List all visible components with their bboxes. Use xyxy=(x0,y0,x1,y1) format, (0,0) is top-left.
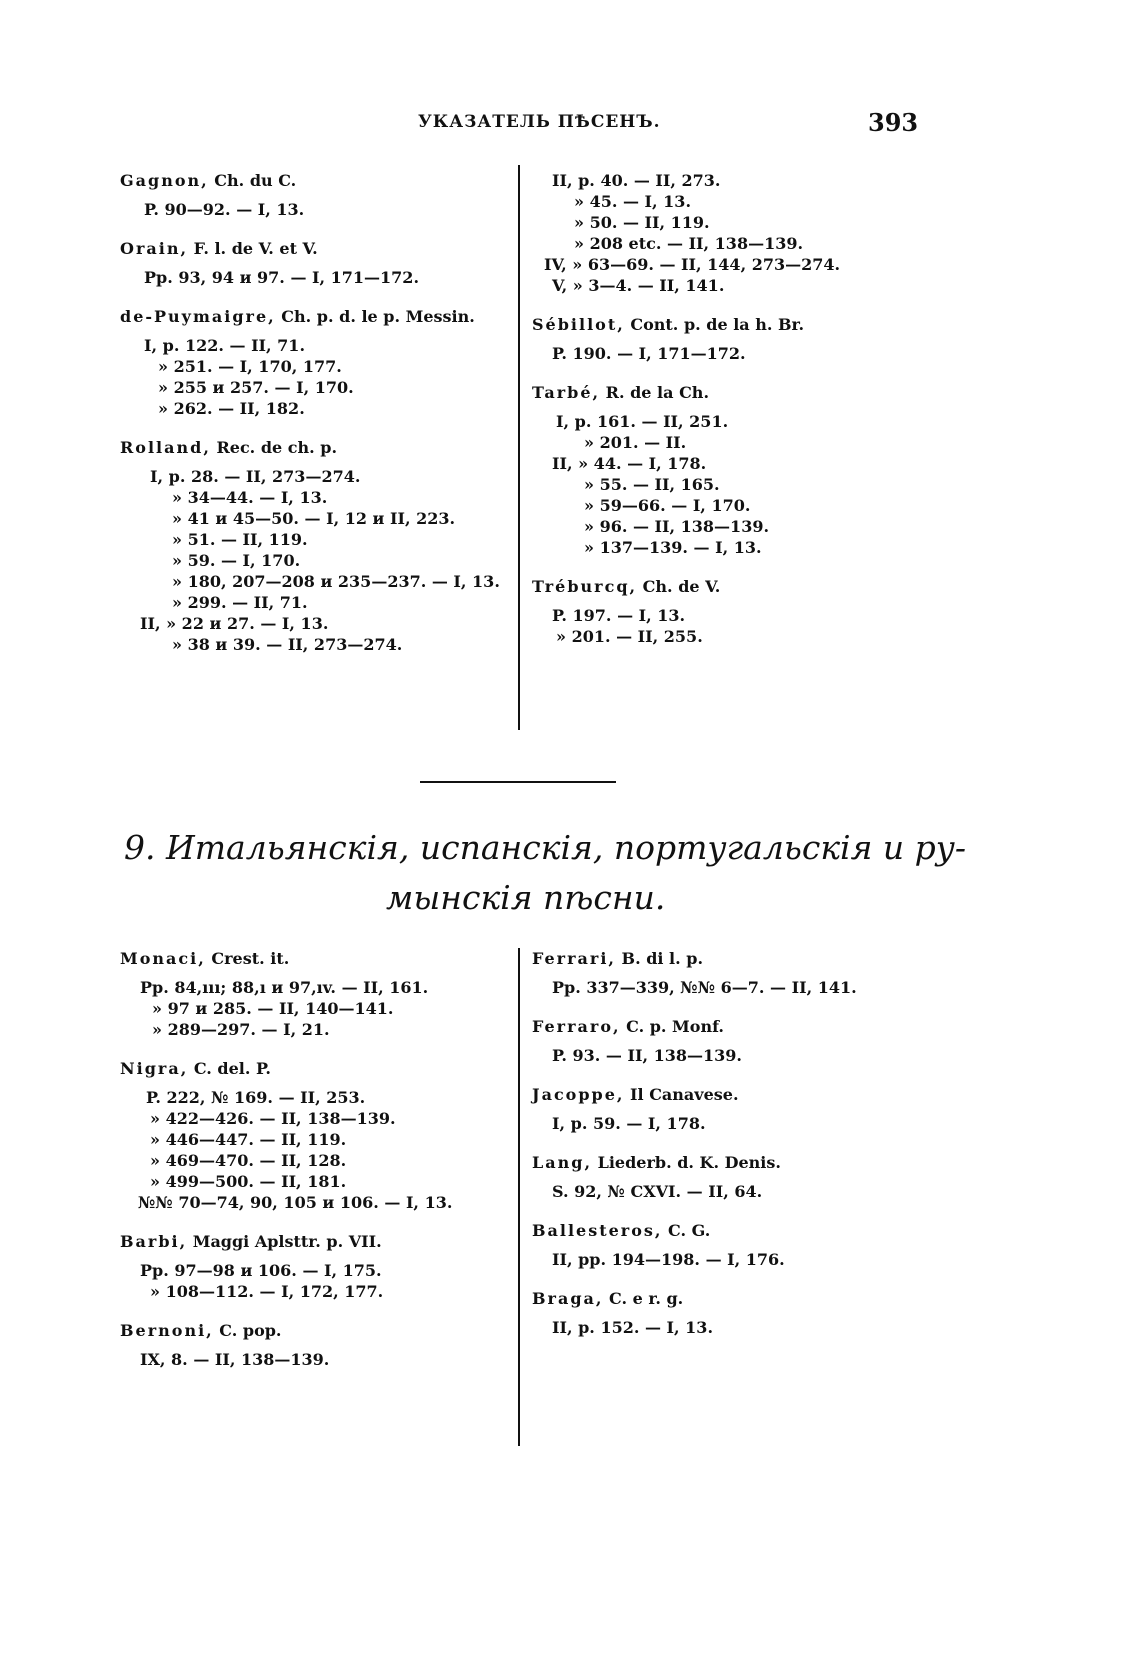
work-title: C. e r. g. xyxy=(603,1289,684,1308)
work-title: C. pop. xyxy=(213,1321,282,1340)
running-header: УКАЗАТЕЛЬ ПѢСЕНЪ. xyxy=(418,112,661,132)
page-reference: Pp. 97—98 и 106. — I, 175. xyxy=(140,1261,382,1280)
author-name: de-Puymaigre, xyxy=(120,307,276,326)
entry-author xyxy=(532,1016,857,1037)
page-reference: » 208 etc. — II, 138—139. xyxy=(574,234,804,253)
author-name: Bernoni, xyxy=(120,1321,214,1340)
page-reference: » 255 и 257. — I, 170. xyxy=(158,378,354,397)
page-reference: II, » 44. — I, 178. xyxy=(552,454,707,473)
page-reference: II, p. 152. — I, 13. xyxy=(552,1318,714,1337)
page-reference: V, » 3—4. — II, 141. xyxy=(552,276,725,295)
entry-author xyxy=(120,1231,452,1252)
entry-author xyxy=(532,948,857,969)
author-name: Braga, xyxy=(532,1289,604,1308)
index-entry xyxy=(120,1320,452,1370)
page-reference: » 137—139. — I, 13. xyxy=(584,538,762,557)
work-title: C. G. xyxy=(662,1221,711,1240)
page-reference: II, p. 40. — II, 273. xyxy=(552,171,721,190)
page-reference: » 108—112. — I, 172, 177. xyxy=(150,1282,384,1301)
index-entry xyxy=(120,238,500,288)
author-name: Orain, xyxy=(120,239,189,258)
page-reference: » 41 и 45—50. — I, 12 и II, 223. xyxy=(172,509,456,528)
page-reference: P. 197. — I, 13. xyxy=(552,606,686,625)
index-entry xyxy=(532,1220,857,1270)
page-reference: » 180, 207—208 и 235—237. — I, 13. xyxy=(172,572,500,591)
index-entry xyxy=(532,1016,857,1066)
page-reference: P. 190. — I, 171—172. xyxy=(552,344,746,363)
index-entry xyxy=(532,170,840,296)
page-reference: » 446—447. — II, 119. xyxy=(150,1130,347,1149)
entry-author xyxy=(120,437,500,458)
entry-author xyxy=(120,170,500,191)
lower-left-column xyxy=(120,948,452,1388)
index-entry xyxy=(532,576,840,647)
work-title: C. del. P. xyxy=(188,1059,271,1078)
upper-right-column xyxy=(532,170,840,665)
page-reference: P. 222, № 169. — II, 253. xyxy=(146,1088,366,1107)
work-title: R. de la Ch. xyxy=(600,383,710,402)
page-reference: Pp. 337—339, №№ 6—7. — II, 141. xyxy=(552,978,857,997)
author-name: Ferraro, xyxy=(532,1017,621,1036)
index-entry xyxy=(532,1084,857,1134)
author-name: Ballesteros, xyxy=(532,1221,663,1240)
page-reference: S. 92, № CXVI. — II, 64. xyxy=(552,1182,763,1201)
page-reference: » 201. — II. xyxy=(584,433,687,452)
index-entry xyxy=(532,382,840,558)
entry-author xyxy=(120,1058,452,1079)
entry-author xyxy=(532,1220,857,1241)
page-reference: » 201. — II, 255. xyxy=(556,627,703,646)
work-title: Cont. p. de la h. Br. xyxy=(624,315,805,334)
author-name: Ferrari, xyxy=(532,949,616,968)
page-reference: » 251. — I, 170, 177. xyxy=(158,357,342,376)
author-name: Gagnon, xyxy=(120,171,209,190)
column-divider-lower xyxy=(518,948,520,1446)
work-title: Ch. de V. xyxy=(637,577,721,596)
page-reference: IV, » 63—69. — II, 144, 273—274. xyxy=(544,255,841,274)
page-reference: Pp. 93, 94 и 97. — I, 171—172. xyxy=(144,268,420,287)
work-title: Rec. de ch. p. xyxy=(210,438,338,457)
entry-author xyxy=(532,576,840,597)
page-reference: I, p. 122. — II, 71. xyxy=(144,336,306,355)
work-title: B. di l. p. xyxy=(615,949,704,968)
page-reference: II, pp. 194—198. — I, 176. xyxy=(552,1250,785,1269)
entry-author xyxy=(532,314,840,335)
index-entry xyxy=(532,1288,857,1338)
index-entry xyxy=(120,306,500,419)
author-name: Tréburcq, xyxy=(532,577,638,596)
author-name: Sébillot, xyxy=(532,315,625,334)
author-name: Lang, xyxy=(532,1153,593,1172)
page-reference: » 299. — II, 71. xyxy=(172,593,308,612)
index-entry xyxy=(532,1152,857,1202)
index-entry xyxy=(120,948,452,1040)
page-reference: » 34—44. — I, 13. xyxy=(172,488,328,507)
column-divider-upper xyxy=(518,165,520,730)
page-reference: P. 93. — II, 138—139. xyxy=(552,1046,742,1065)
page-reference: » 59. — I, 170. xyxy=(172,551,301,570)
page-number: 393 xyxy=(868,108,919,137)
work-title: Ch. du C. xyxy=(208,171,297,190)
page-reference: Pp. 84,ııı; 88,ı и 97,ıv. — II, 161. xyxy=(140,978,429,997)
work-title: C. p. Monf. xyxy=(620,1017,724,1036)
work-title: Il Canavese. xyxy=(624,1085,739,1104)
page-reference: I, p. 59. — I, 178. xyxy=(552,1114,706,1133)
work-title: Liederb. d. K. Denis. xyxy=(592,1153,781,1172)
work-title: Maggi Aplsttr. p. VII. xyxy=(187,1232,382,1251)
author-name: Rolland, xyxy=(120,438,211,457)
index-entry xyxy=(532,314,840,364)
entry-author xyxy=(120,306,500,327)
entry-author xyxy=(532,382,840,403)
work-title: F. l. de V. et V. xyxy=(188,239,318,258)
entry-author xyxy=(532,1288,857,1309)
page-reference: » 59—66. — I, 170. xyxy=(584,496,751,515)
author-name: Nigra, xyxy=(120,1059,189,1078)
entry-author xyxy=(532,1152,857,1173)
page-reference: I, p. 161. — II, 251. xyxy=(556,412,729,431)
page-reference: » 38 и 39. — II, 273—274. xyxy=(172,635,403,654)
page-reference: P. 90—92. — I, 13. xyxy=(144,200,305,219)
index-entry xyxy=(120,1058,452,1213)
entry-author xyxy=(532,1084,857,1105)
page-reference: » 55. — II, 165. xyxy=(584,475,720,494)
author-name: Barbi, xyxy=(120,1232,188,1251)
index-entry xyxy=(532,948,857,998)
upper-left-column xyxy=(120,170,500,673)
section-title-line2: мынскія пѣсни. xyxy=(386,878,666,917)
work-title: Crest. it. xyxy=(205,949,290,968)
author-name: Monaci, xyxy=(120,949,206,968)
page-reference: » 97 и 285. — II, 140—141. xyxy=(152,999,394,1018)
section-separator xyxy=(420,781,616,783)
page-reference: » 51. — II, 119. xyxy=(172,530,308,549)
index-entry xyxy=(120,437,500,655)
entry-author xyxy=(120,1320,452,1341)
page-reference: IX, 8. — II, 138—139. xyxy=(140,1350,330,1369)
page-reference: №№ 70—74, 90, 105 и 106. — I, 13. xyxy=(138,1193,453,1212)
entry-author xyxy=(120,238,500,259)
page-reference: » 96. — II, 138—139. xyxy=(584,517,770,536)
page-reference: I, p. 28. — II, 273—274. xyxy=(150,467,361,486)
page-reference: » 289—297. — I, 21. xyxy=(152,1020,330,1039)
author-name: Tarbé, xyxy=(532,383,601,402)
page-reference: » 469—470. — II, 128. xyxy=(150,1151,347,1170)
index-entry xyxy=(120,170,500,220)
index-entry xyxy=(120,1231,452,1302)
page-reference: » 262. — II, 182. xyxy=(158,399,305,418)
entry-author xyxy=(120,948,452,969)
page-reference: » 50. — II, 119. xyxy=(574,213,710,232)
page-reference: » 499—500. — II, 181. xyxy=(150,1172,347,1191)
page-reference: » 422—426. — II, 138—139. xyxy=(150,1109,396,1128)
author-name: Jacoppe, xyxy=(532,1085,625,1104)
lower-right-column xyxy=(532,948,857,1356)
page-reference: II, » 22 и 27. — I, 13. xyxy=(140,614,329,633)
work-title: Ch. p. d. le p. Messin. xyxy=(275,307,475,326)
section-title-line1: 9. Итальянскія, испанскія, португальскія и ру- xyxy=(124,828,967,867)
page-reference: » 45. — I, 13. xyxy=(574,192,692,211)
